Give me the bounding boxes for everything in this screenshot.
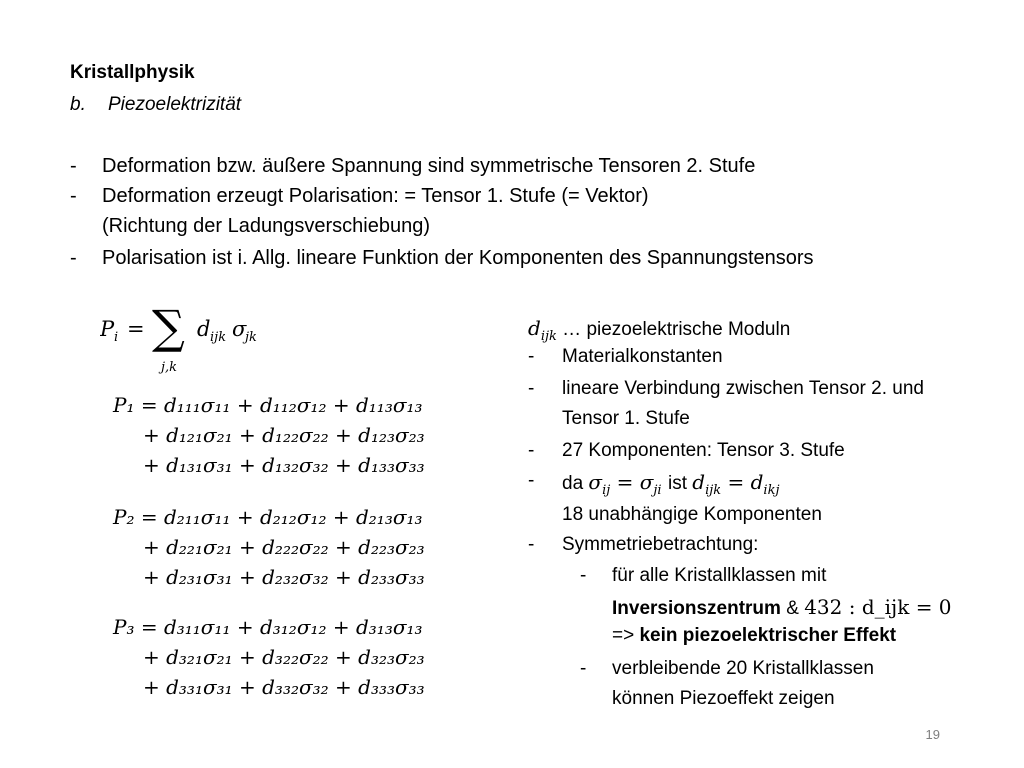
subtitle-text: Piezoelektrizität — [108, 94, 242, 115]
page-number: 19 — [925, 727, 940, 742]
bullet-dash: - — [70, 155, 77, 177]
equation-line: + d₂₃₁σ₃₁ + d₂₃₂σ₃₂ + d₂₃₃σ₃₃ — [143, 565, 425, 589]
sum-formula — [100, 302, 290, 382]
right-item: - Symmetriebetrachtung: — [528, 534, 759, 555]
equation-line: + d₁₃₁σ₃₁ + d₁₃₂σ₃₂ + d₁₃₃σ₃₃ — [143, 453, 425, 477]
slide-title: Kristallphysik — [70, 62, 195, 83]
svg-text:jk: jk — [245, 330, 257, 345]
right-item: - 27 Komponenten: Tensor 3. Stufe — [528, 440, 845, 461]
bullet-dash: - — [70, 185, 77, 207]
equation-line: + d₁₂₁σ₂₁ + d₁₂₂σ₂₂ + d₁₂₃σ₂₃ — [143, 423, 425, 447]
subtitle-number: b. — [70, 94, 86, 115]
bullet-text: Deformation erzeugt Polarisation: = Tensor 1. Stufe (= Vektor) — [102, 185, 649, 207]
equation-line: P₂ = d₂₁₁σ₁₁ + d₂₁₂σ₁₂ + d₂₁₃σ₁₃ — [113, 505, 423, 529]
moduli-heading: $d_{ijk}$ … piezoelektrische Moduln — [528, 316, 791, 344]
svg-text:=: = — [127, 317, 145, 341]
right-item: - lineare Verbindung zwischen Tensor 2. und — [528, 378, 924, 399]
sum-index: j,k — [161, 360, 178, 375]
right-item: - Materialkonstanten — [528, 346, 723, 367]
equation-p3 — [113, 615, 425, 699]
equation-line: P₃ = d₃₁₁σ₁₁ + d₃₁₂σ₁₂ + d₃₁₃σ₁₃ — [113, 615, 423, 639]
right-item-continuation: Tensor 1. Stufe — [562, 408, 690, 429]
equation-line: + d₃₃₁σ₃₁ + d₃₃₂σ₃₂ + d₃₃₃σ₃₃ — [143, 675, 425, 699]
slide-subtitle — [70, 94, 241, 116]
right-item-continuation: 18 unabhängige Komponenten — [562, 504, 822, 525]
right-item-symmetry: - da $\sigma_{ij} = \sigma_{ji}$ ist $d_{ijk} = d_{ikj}$ — [528, 470, 780, 498]
bullet-text: (Richtung der Ladungsverschiebung) — [102, 215, 430, 237]
moduli-heading-text: … piezoelektrische Moduln — [562, 319, 791, 340]
bullet-dash: - — [70, 247, 77, 269]
svg-text:ijk: ijk — [210, 330, 227, 345]
bullet-text: Deformation bzw. äußere Spannung sind symmetrische Tensoren 2. Stufe — [102, 155, 756, 177]
point-group-432: 432 : d_ijk = 0 — [804, 595, 952, 619]
sub-item-continuation: können Piezoeffekt zeigen — [612, 688, 835, 709]
equation-line: P₁ = d₁₁₁σ₁₁ + d₁₁₂σ₁₂ + d₁₁₃σ₁₃ — [113, 393, 423, 417]
equation-p2 — [113, 505, 425, 589]
svg-text:P: P — [100, 317, 115, 341]
bullet-text: Polarisation ist i. Allg. lineare Funktion der Komponenten des Spannungstensors — [102, 247, 814, 269]
sub-item: - für alle Kristallklassen mit — [580, 565, 827, 586]
sigma-sum-symbol: ∑ — [152, 302, 185, 354]
equation-line: + d₂₂₁σ₂₁ + d₂₂₂σ₂₂ + d₂₂₃σ₂₃ — [143, 535, 425, 559]
equation-p1 — [113, 393, 425, 477]
sub-item-inversion: Inversionszentrum & 432 : d_ijk = 0 — [612, 595, 952, 619]
svg-text:i: i — [114, 330, 119, 345]
svg-text:σ: σ — [232, 317, 247, 341]
svg-text:d: d — [197, 317, 211, 341]
sub-item: - verbleibende 20 Kristallklassen — [580, 658, 874, 679]
sub-item-result: => kein piezoelektrischer Effekt — [612, 625, 897, 646]
equation-line: + d₃₂₁σ₂₁ + d₃₂₂σ₂₂ + d₃₂₃σ₂₃ — [143, 645, 425, 669]
